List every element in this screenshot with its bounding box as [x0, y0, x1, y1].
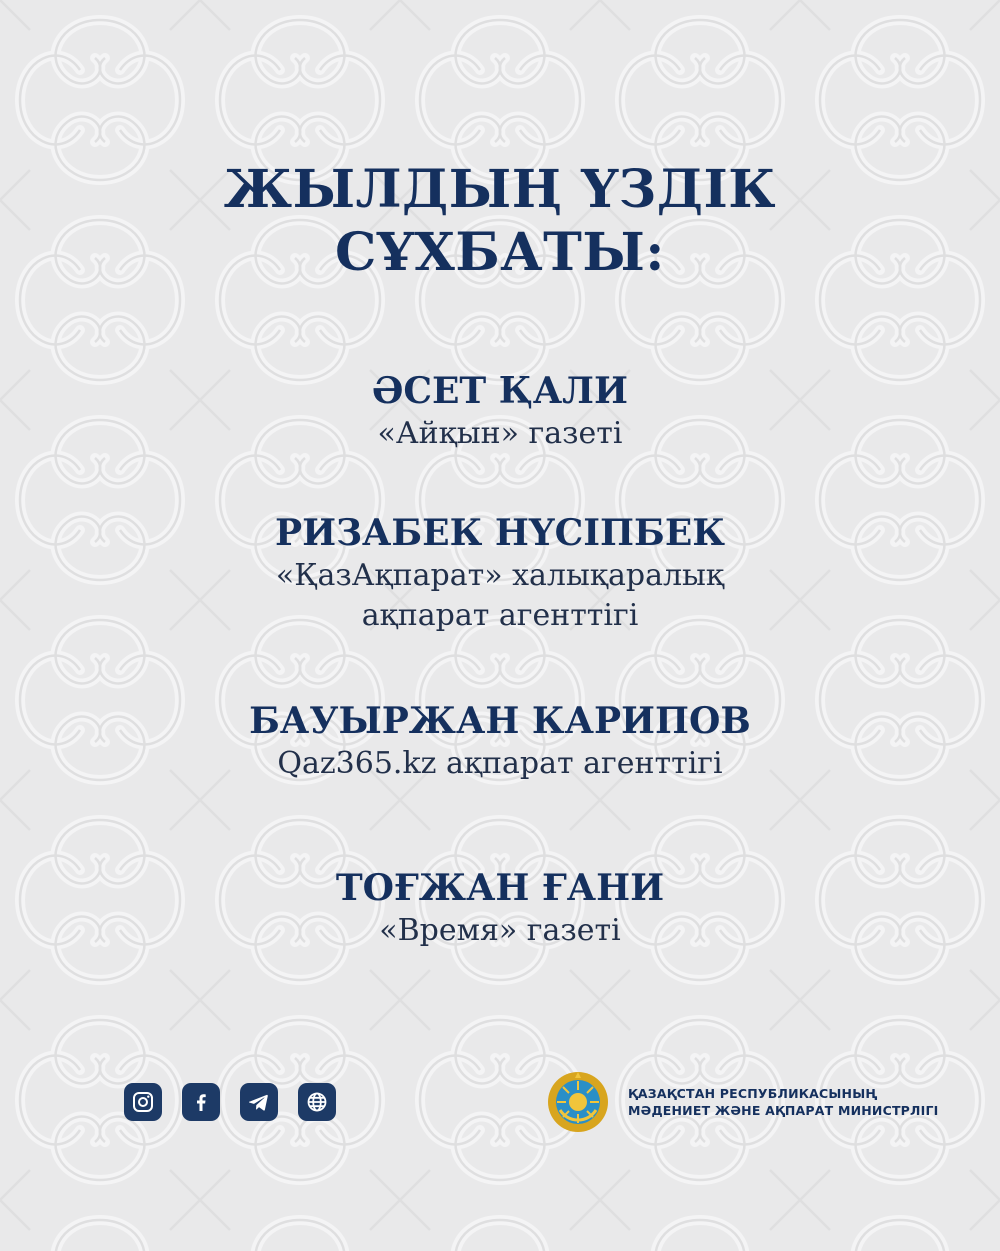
state-emblem-icon: [546, 1070, 610, 1134]
award-entry: [0, 368, 1000, 454]
social-links: [124, 1083, 336, 1121]
award-entry: [0, 698, 1000, 784]
facebook-icon[interactable]: [182, 1083, 220, 1121]
ministry-name-line-1: ҚАЗАҚСТАН РЕСПУБЛИКАСЫНЫҢ: [628, 1086, 878, 1101]
title-line-2: СҰХБАТЫ:: [334, 222, 665, 284]
award-entry: [0, 510, 1000, 636]
winner-name: РИЗАБЕК НҮСІПБЕК: [275, 512, 725, 554]
winner-organization: Qaz365.kz ақпарат агенттігі: [277, 746, 723, 781]
winner-name: ӘСЕТ ҚАЛИ: [371, 370, 629, 412]
ministry-name: [628, 1085, 938, 1119]
winner-organization: «Время» газеті: [379, 913, 621, 948]
winner-name: ТОҒЖАН ҒАНИ: [335, 867, 665, 909]
winner-organization: «ҚазАқпарат» халықаралық: [275, 558, 725, 593]
award-entry: [0, 865, 1000, 951]
winner-organization-line-2: ақпарат агенттігі: [361, 598, 639, 633]
telegram-icon[interactable]: [240, 1083, 278, 1121]
instagram-icon[interactable]: [124, 1083, 162, 1121]
ministry-name-line-2: МӘДЕНИЕТ ЖӘНЕ АҚПАРАТ МИНИСТРЛІГІ: [628, 1103, 939, 1118]
globe-icon[interactable]: [298, 1083, 336, 1121]
winner-organization: «Айқын» газеті: [377, 416, 623, 451]
page-title: [0, 158, 1000, 285]
ministry-logo-block: [546, 1070, 938, 1134]
winner-name: БАУЫРЖАН КАРИПОВ: [249, 700, 751, 742]
title-line-1: ЖЫЛДЫҢ ҮЗДІК: [223, 159, 777, 220]
